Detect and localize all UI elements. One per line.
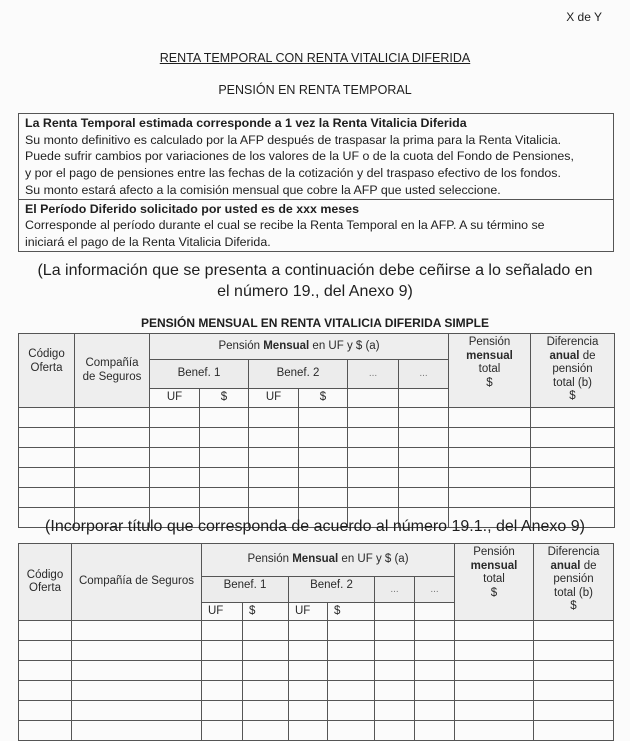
cell[interactable]	[249, 428, 299, 448]
header-text: Diferencia	[546, 336, 599, 348]
info-heading: El Período Diferido solicitado por usted es de xxx meses	[25, 201, 359, 216]
cell[interactable]	[289, 701, 328, 721]
table-row	[19, 488, 615, 508]
header-text: de	[579, 349, 596, 362]
table-row	[19, 428, 615, 448]
cell[interactable]	[19, 428, 75, 448]
cell[interactable]	[150, 468, 200, 488]
cell[interactable]	[19, 488, 75, 508]
header-benef-more-2: ...	[399, 360, 449, 389]
header-text: total	[478, 363, 501, 375]
cell[interactable]	[72, 701, 202, 721]
header-text: Oferta	[30, 361, 63, 374]
section-subtitle: PENSIÓN EN RENTA TEMPORAL	[218, 83, 412, 97]
cell[interactable]	[200, 408, 249, 428]
header-text: Diferencia	[547, 546, 600, 558]
cell[interactable]	[200, 428, 249, 448]
cell[interactable]	[289, 721, 328, 741]
header-compania: Compañía de Seguros	[72, 544, 202, 621]
cell[interactable]	[534, 681, 614, 701]
header-uf-1: UF	[202, 603, 243, 621]
cell[interactable]	[348, 468, 399, 488]
table-title: PENSIÓN MENSUAL EN RENTA VITALICIA DIFERIDA SIMPLE	[140, 316, 490, 330]
header-pension-total	[455, 544, 534, 621]
header-text-bold: anual	[549, 349, 580, 362]
info-line: iniciará el pago de la Renta Vitalicia Diferida.	[25, 234, 271, 249]
header-text: total (b)	[553, 376, 592, 389]
cell[interactable]	[299, 468, 348, 488]
cell[interactable]	[75, 408, 150, 428]
cell[interactable]	[75, 428, 150, 448]
header-pension-mensual	[202, 544, 455, 577]
cell[interactable]	[375, 681, 415, 701]
cell[interactable]	[328, 721, 375, 741]
header-benef-more-2: ...	[415, 577, 455, 603]
header-text: de	[580, 559, 597, 572]
cell[interactable]	[19, 621, 72, 641]
cell[interactable]	[449, 468, 531, 488]
table-row	[19, 661, 614, 681]
cell[interactable]	[72, 721, 202, 741]
cell[interactable]	[289, 681, 328, 701]
header-benef-1: Benef. 1	[150, 360, 249, 389]
cell[interactable]	[399, 468, 449, 488]
cell[interactable]	[399, 448, 449, 468]
cell[interactable]	[202, 621, 243, 641]
info-line: Puede sufrir cambios por variaciones de los valores de la UF o de la cuota del Fondo de Pensiones,	[25, 149, 574, 164]
cell[interactable]	[531, 408, 615, 428]
cell[interactable]	[243, 701, 289, 721]
cell[interactable]	[415, 701, 455, 721]
cell[interactable]	[72, 661, 202, 681]
info-line: Su monto definitivo es calculado por la AFP después de traspasar la prima para la Renta Vitalicia.	[25, 132, 562, 147]
header-text: $	[486, 376, 493, 389]
cell[interactable]	[449, 408, 531, 428]
cell[interactable]	[375, 721, 415, 741]
cell[interactable]	[399, 428, 449, 448]
cell[interactable]	[415, 681, 455, 701]
header-text: Pensión	[218, 339, 264, 352]
cell[interactable]	[202, 641, 243, 661]
header-text: Código	[26, 568, 64, 581]
header-text: total	[483, 573, 505, 585]
cell[interactable]	[72, 641, 202, 661]
pension-table-custom	[18, 543, 614, 741]
cell[interactable]	[202, 721, 243, 741]
cell[interactable]	[200, 468, 249, 488]
cell[interactable]	[289, 641, 328, 661]
cell[interactable]	[19, 408, 75, 428]
cell[interactable]	[75, 488, 150, 508]
cell[interactable]	[328, 621, 375, 641]
header-benef-more-1: ...	[375, 577, 415, 603]
info-heading: La Renta Temporal estimada corresponde a 1 vez la Renta Vitalicia Diferida	[25, 116, 467, 130]
info-section-periodo-diferido	[19, 199, 613, 251]
cell[interactable]	[531, 468, 615, 488]
cell[interactable]	[19, 701, 72, 721]
cell[interactable]	[19, 721, 72, 741]
header-benef-2: Benef. 2	[249, 360, 348, 389]
cell[interactable]	[534, 721, 614, 741]
cell[interactable]	[348, 408, 399, 428]
cell[interactable]	[449, 488, 531, 508]
cell[interactable]	[399, 488, 449, 508]
header-blank	[375, 603, 415, 621]
cell[interactable]	[328, 661, 375, 681]
header-text: Pensión	[247, 553, 293, 566]
header-codigo-oferta	[19, 334, 75, 408]
header-text-bold: anual	[550, 559, 581, 572]
header-peso-2: $	[299, 389, 348, 408]
instruction-note-2: (Incorporar título que corresponda de acuerdo al número 19.1., del Anexo 9)	[45, 518, 585, 535]
header-text: Compañía	[85, 357, 139, 369]
header-pension-total	[449, 334, 531, 408]
cell[interactable]	[202, 701, 243, 721]
cell[interactable]	[243, 621, 289, 641]
cell[interactable]	[449, 428, 531, 448]
cell[interactable]	[534, 621, 614, 641]
cell[interactable]	[289, 661, 328, 681]
cell[interactable]	[289, 621, 328, 641]
cell[interactable]	[200, 488, 249, 508]
note-line: el número 19., del Anexo 9)	[217, 283, 413, 300]
table-row	[19, 681, 614, 701]
header-diferencia-anual	[531, 334, 615, 408]
cell[interactable]	[19, 468, 75, 488]
header-peso-2: $	[328, 603, 375, 621]
cell[interactable]	[299, 408, 348, 428]
table-row	[19, 408, 615, 428]
cell[interactable]	[348, 488, 399, 508]
header-text: en UF y $ (a)	[309, 339, 380, 352]
cell[interactable]	[375, 661, 415, 681]
header-text-bold: Mensual	[263, 339, 310, 352]
header-benef-1: Benef. 1	[202, 577, 289, 603]
cell[interactable]	[348, 428, 399, 448]
header-text: en UF y $ (a)	[338, 553, 409, 566]
header-blank	[415, 603, 455, 621]
info-line: Corresponde al período durante el cual se recibe la Renta Temporal en la AFP. A su término se	[25, 218, 545, 233]
header-text: $	[490, 586, 498, 599]
instruction-note	[0, 260, 630, 302]
header-text: pensión	[553, 573, 594, 585]
cell[interactable]	[534, 661, 614, 681]
header-text: Oferta	[29, 582, 61, 594]
cell[interactable]	[415, 661, 455, 681]
cell[interactable]	[243, 661, 289, 681]
pension-table-simple	[18, 333, 615, 528]
cell[interactable]	[150, 428, 200, 448]
cell[interactable]	[328, 681, 375, 701]
cell[interactable]	[150, 448, 200, 468]
table-row	[19, 701, 614, 721]
header-text: Pensión	[473, 546, 515, 558]
header-text: $	[570, 600, 577, 612]
cell[interactable]	[202, 681, 243, 701]
info-box	[18, 113, 614, 252]
cell[interactable]	[249, 488, 299, 508]
header-text: Código	[28, 348, 65, 360]
cell[interactable]	[375, 701, 415, 721]
header-text: mensual	[470, 559, 518, 572]
table-row	[19, 448, 615, 468]
header-text: $	[569, 390, 576, 402]
header-peso-1: $	[243, 603, 289, 621]
table-row	[19, 468, 615, 488]
cell[interactable]	[415, 641, 455, 661]
cell[interactable]	[328, 641, 375, 661]
cell[interactable]	[375, 621, 415, 641]
cell[interactable]	[299, 428, 348, 448]
header-text	[531, 350, 614, 364]
cell[interactable]	[249, 468, 299, 488]
header-text: mensual	[466, 349, 513, 362]
header-text: pensión	[552, 363, 593, 375]
cell[interactable]	[328, 701, 375, 721]
header-compania	[75, 334, 150, 408]
cell[interactable]	[249, 408, 299, 428]
cell[interactable]	[299, 448, 348, 468]
cell[interactable]	[534, 701, 614, 721]
info-line: Su monto estará afecto a la comisión mensual que cobre la AFP que usted seleccione.	[25, 182, 501, 197]
cell[interactable]	[150, 488, 200, 508]
header-uf-2: UF	[249, 389, 299, 408]
cell[interactable]	[150, 408, 200, 428]
cell[interactable]	[243, 721, 289, 741]
header-codigo-oferta	[19, 544, 72, 621]
header-benef-more-1: ...	[348, 360, 399, 389]
header-text	[534, 560, 613, 574]
cell[interactable]	[19, 681, 72, 701]
cell[interactable]	[19, 661, 72, 681]
cell[interactable]	[19, 448, 75, 468]
cell[interactable]	[415, 621, 455, 641]
header-diferencia-anual	[534, 544, 614, 621]
header-text-bold: Mensual	[292, 553, 339, 566]
note-line: (La información que se presenta a continuación debe ceñirse a lo señalado en	[37, 262, 593, 279]
cell[interactable]	[455, 621, 534, 641]
cell[interactable]	[455, 661, 534, 681]
header-text: Pensión	[468, 336, 511, 348]
cell[interactable]	[375, 641, 415, 661]
cell[interactable]	[531, 448, 615, 468]
cell[interactable]	[200, 448, 249, 468]
header-uf-1: UF	[150, 389, 200, 408]
cell[interactable]	[455, 641, 534, 661]
cell[interactable]	[455, 701, 534, 721]
cell[interactable]	[19, 641, 72, 661]
table-row	[19, 721, 614, 741]
header-text: de Seguros	[82, 370, 142, 383]
header-text: total (b)	[554, 586, 593, 599]
cell[interactable]	[243, 641, 289, 661]
cell[interactable]	[399, 408, 449, 428]
cell[interactable]	[455, 721, 534, 741]
cell[interactable]	[72, 621, 202, 641]
cell[interactable]	[243, 681, 289, 701]
cell[interactable]	[531, 488, 615, 508]
header-peso-1: $	[200, 389, 249, 408]
cell[interactable]	[348, 448, 399, 468]
header-blank	[399, 389, 449, 408]
header-pension-mensual	[150, 334, 449, 360]
table-row	[19, 641, 614, 661]
cell[interactable]	[75, 468, 150, 488]
cell[interactable]	[455, 681, 534, 701]
cell[interactable]	[449, 448, 531, 468]
header-blank	[348, 389, 399, 408]
document-title: RENTA TEMPORAL CON RENTA VITALICIA DIFERIDA	[159, 51, 471, 65]
cell[interactable]	[299, 488, 348, 508]
header-benef-2: Benef. 2	[289, 577, 375, 603]
cell[interactable]	[531, 428, 615, 448]
page-number: X de Y	[566, 10, 602, 24]
cell[interactable]	[202, 661, 243, 681]
header-uf-2: UF	[289, 603, 328, 621]
cell[interactable]	[415, 721, 455, 741]
cell[interactable]	[534, 641, 614, 661]
table-row	[19, 621, 614, 641]
cell[interactable]	[75, 448, 150, 468]
info-section-renta-temporal	[19, 114, 613, 199]
cell[interactable]	[72, 681, 202, 701]
cell[interactable]	[249, 448, 299, 468]
info-line: y por el pago de pensiones entre las fechas de la cotización y del traspaso efectivo de los fondos.	[25, 166, 561, 181]
